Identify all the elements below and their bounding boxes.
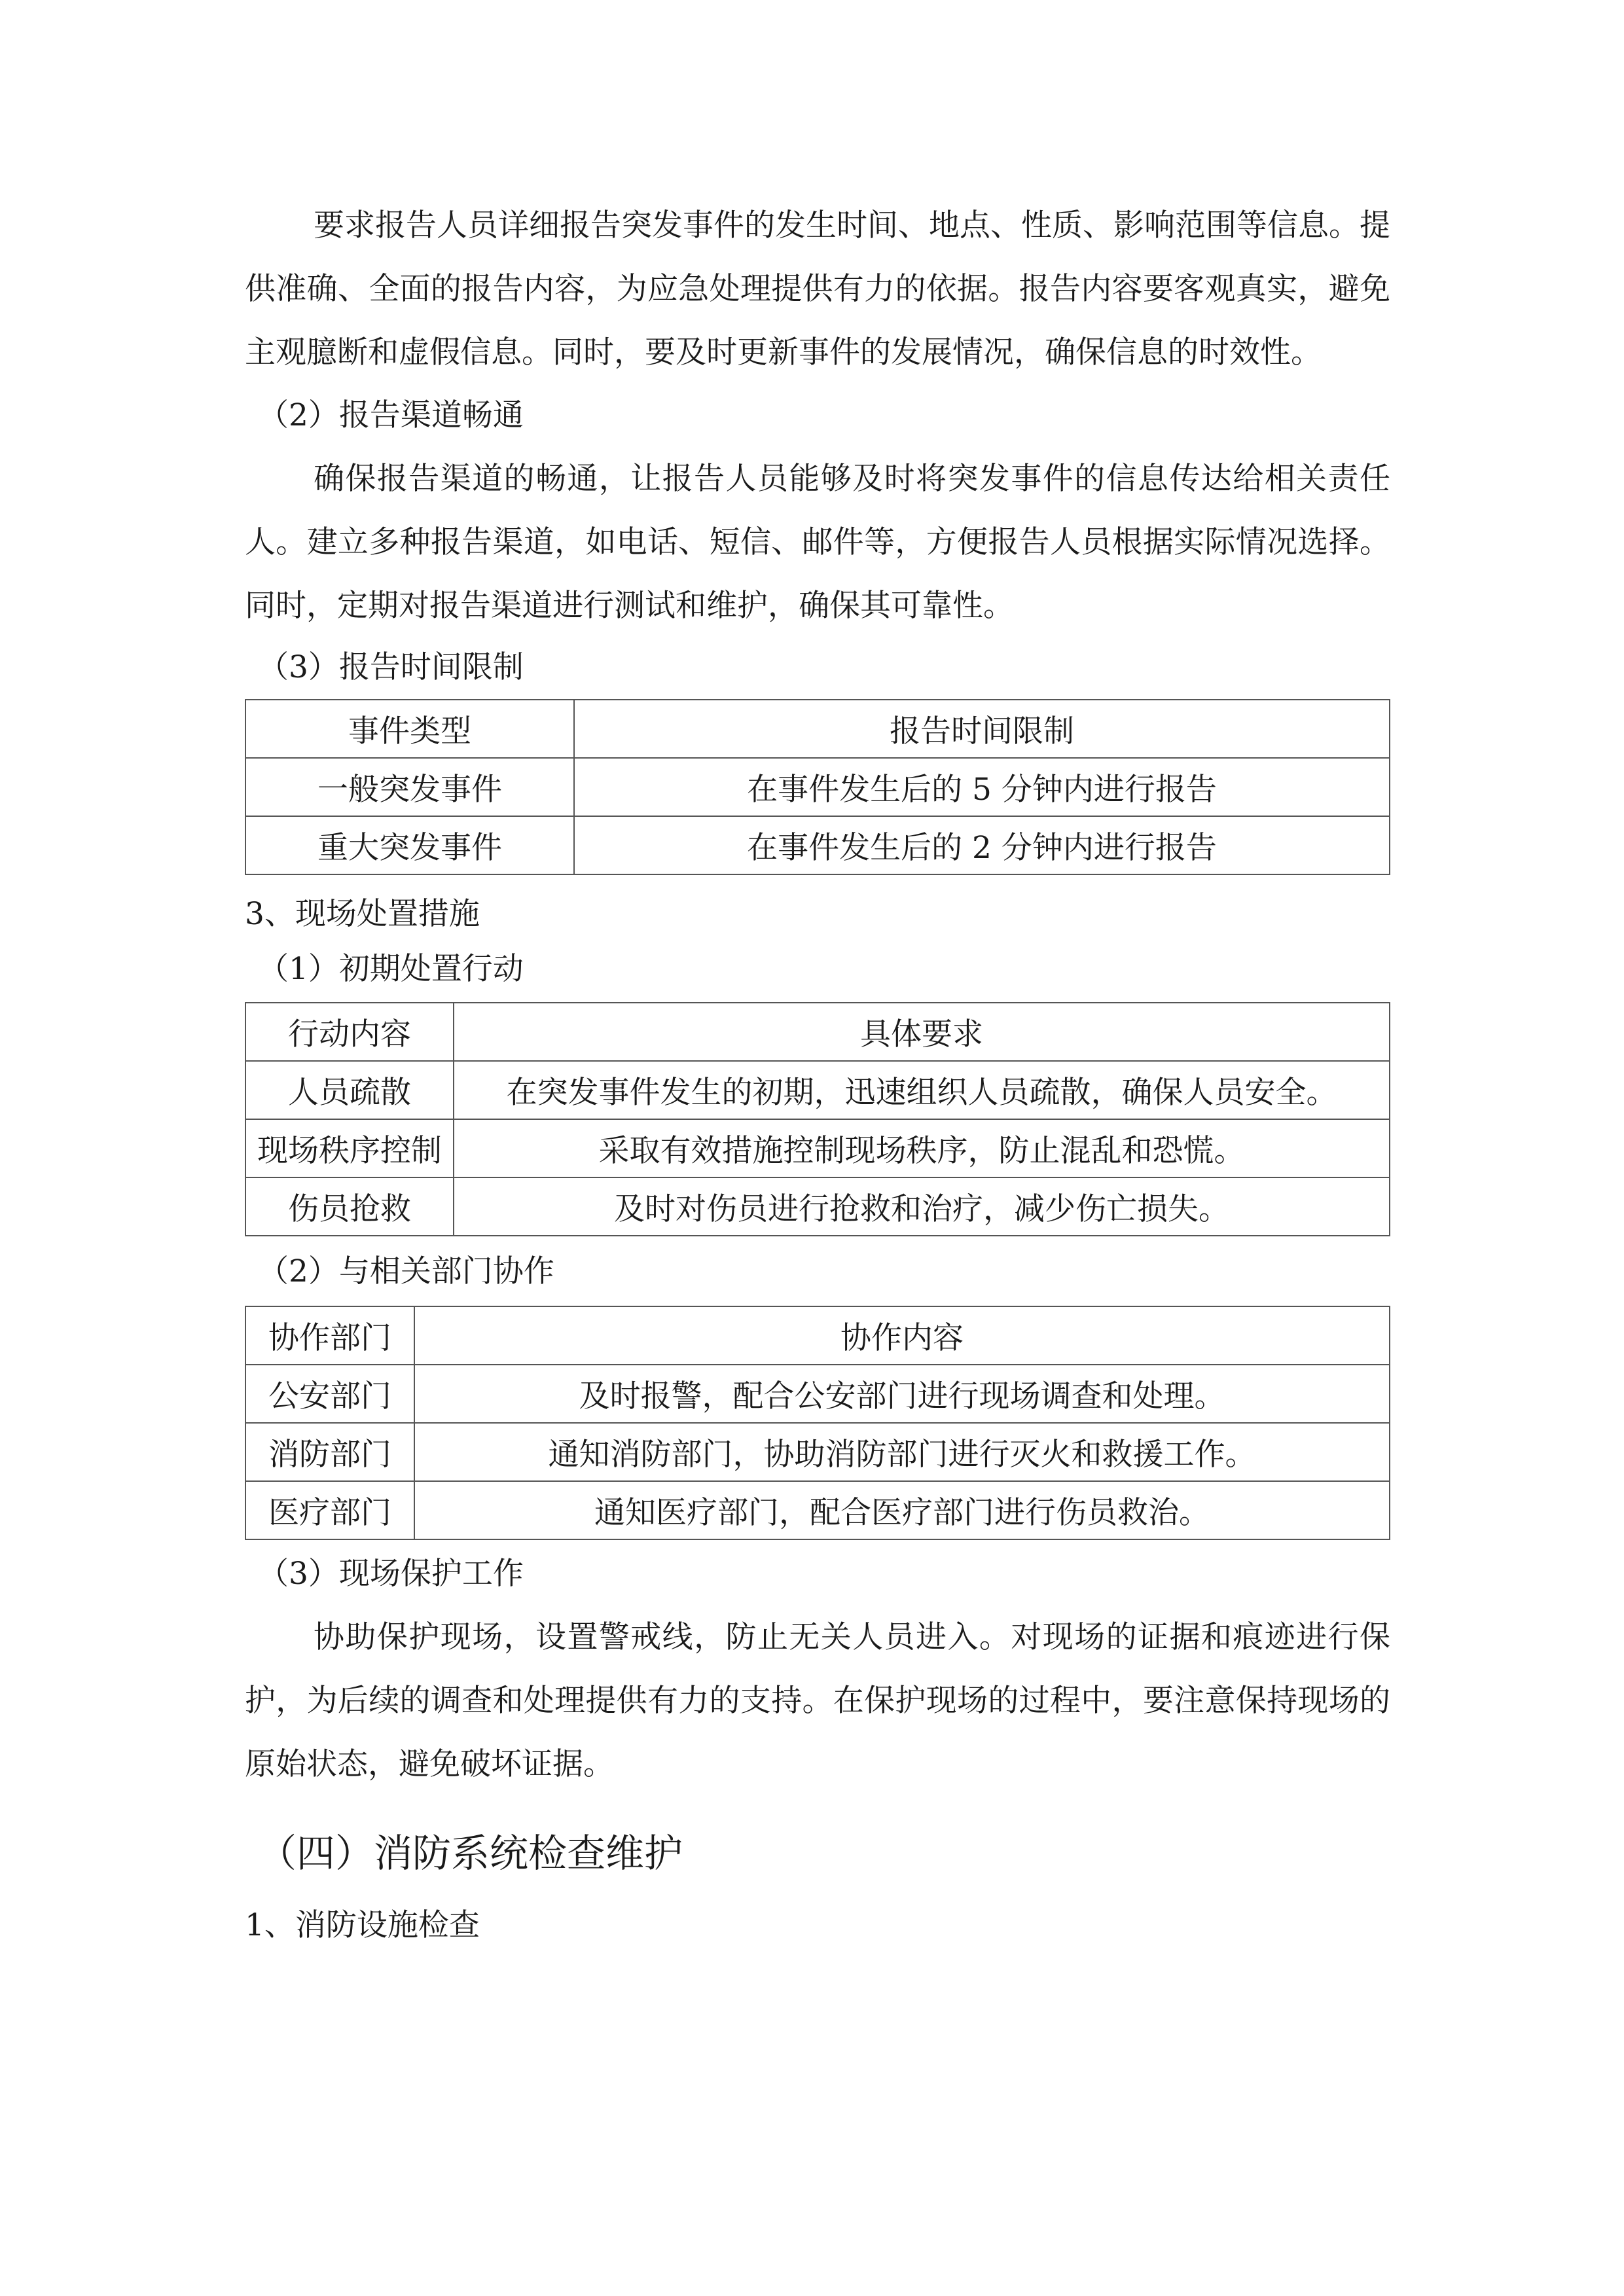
report-time-table	[245, 699, 1390, 875]
onsite-heading: 3、现场处置措施	[245, 896, 480, 932]
initial-action-heading: （1）初期处置行动	[258, 951, 524, 987]
intro-paragraph: 要求报告人员详细报告突发事件的发生时间、地点、性质、影响范围等信息。提供准确、全面的报告内容，为应急处理提供有力的依据。报告内容要客观真实，避免主观臆断和虚假信息。同时，要及时更新事件的发展情况，确保信息的时效性。	[245, 207, 1390, 370]
fire-system-heading: （四）消防系统检查维护	[258, 1831, 683, 1876]
fire-facility-heading: 1、消防设施检查	[245, 1907, 480, 1943]
table-cell: 消防部门	[245, 1423, 414, 1481]
table-row	[245, 1061, 1390, 1119]
initial-action-table	[245, 1002, 1390, 1236]
table-cell: 及时对伤员进行抢救和治疗，减少伤亡损失。	[454, 1177, 1390, 1236]
table-header-cell: 行动内容	[245, 1003, 454, 1061]
table-header-cell: 协作部门	[245, 1306, 414, 1365]
table-cell: 通知消防部门，协助消防部门进行灭火和救援工作。	[414, 1423, 1390, 1481]
table-row	[245, 1481, 1390, 1539]
report-time-heading: （3）报告时间限制	[258, 649, 524, 685]
table-header-cell: 事件类型	[245, 700, 574, 758]
report-channel-heading: （2）报告渠道畅通	[258, 397, 524, 433]
table-cell: 现场秩序控制	[245, 1119, 454, 1177]
table-header-cell: 报告时间限制	[574, 700, 1390, 758]
table-row	[245, 1365, 1390, 1423]
table-row	[245, 1423, 1390, 1481]
table-cell: 伤员抢救	[245, 1177, 454, 1236]
table-header-cell: 具体要求	[454, 1003, 1390, 1061]
table-cell: 在事件发生后的 5 分钟内进行报告	[574, 758, 1390, 816]
cooperation-table	[245, 1306, 1390, 1540]
table-cell: 在突发事件发生的初期，迅速组织人员疏散，确保人员安全。	[454, 1061, 1390, 1119]
table-row	[245, 816, 1390, 874]
cooperation-heading: （2）与相关部门协作	[258, 1253, 554, 1289]
table-cell: 重大突发事件	[245, 816, 574, 874]
document-page	[245, 194, 1390, 1945]
protection-heading: （3）现场保护工作	[258, 1556, 524, 1592]
table-cell: 公安部门	[245, 1365, 414, 1423]
table-cell: 及时报警，配合公安部门进行现场调查和处理。	[414, 1365, 1390, 1423]
table-header-row	[245, 1306, 1390, 1365]
table-row	[245, 758, 1390, 816]
report-channel-paragraph: 确保报告渠道的畅通，让报告人员能够及时将突发事件的信息传达给相关责任人。建立多种报告渠道，如电话、短信、邮件等，方便报告人员根据实际情况选择。同时，定期对报告渠道进行测试和维护，确保其可靠性。	[245, 461, 1390, 624]
table-cell: 一般突发事件	[245, 758, 574, 816]
table-cell: 在事件发生后的 2 分钟内进行报告	[574, 816, 1390, 874]
protection-paragraph: 协助保护现场，设置警戒线，防止无关人员进入。对现场的证据和痕迹进行保护，为后续的调查和处理提供有力的支持。在保护现场的过程中，要注意保持现场的原始状态，避免破坏证据。	[245, 1619, 1390, 1782]
table-header-row	[245, 700, 1390, 758]
table-cell: 采取有效措施控制现场秩序，防止混乱和恐慌。	[454, 1119, 1390, 1177]
table-header-row	[245, 1003, 1390, 1061]
table-cell: 人员疏散	[245, 1061, 454, 1119]
table-header-cell: 协作内容	[414, 1306, 1390, 1365]
table-cell: 通知医疗部门，配合医疗部门进行伤员救治。	[414, 1481, 1390, 1539]
table-row	[245, 1119, 1390, 1177]
table-cell: 医疗部门	[245, 1481, 414, 1539]
table-row	[245, 1177, 1390, 1236]
